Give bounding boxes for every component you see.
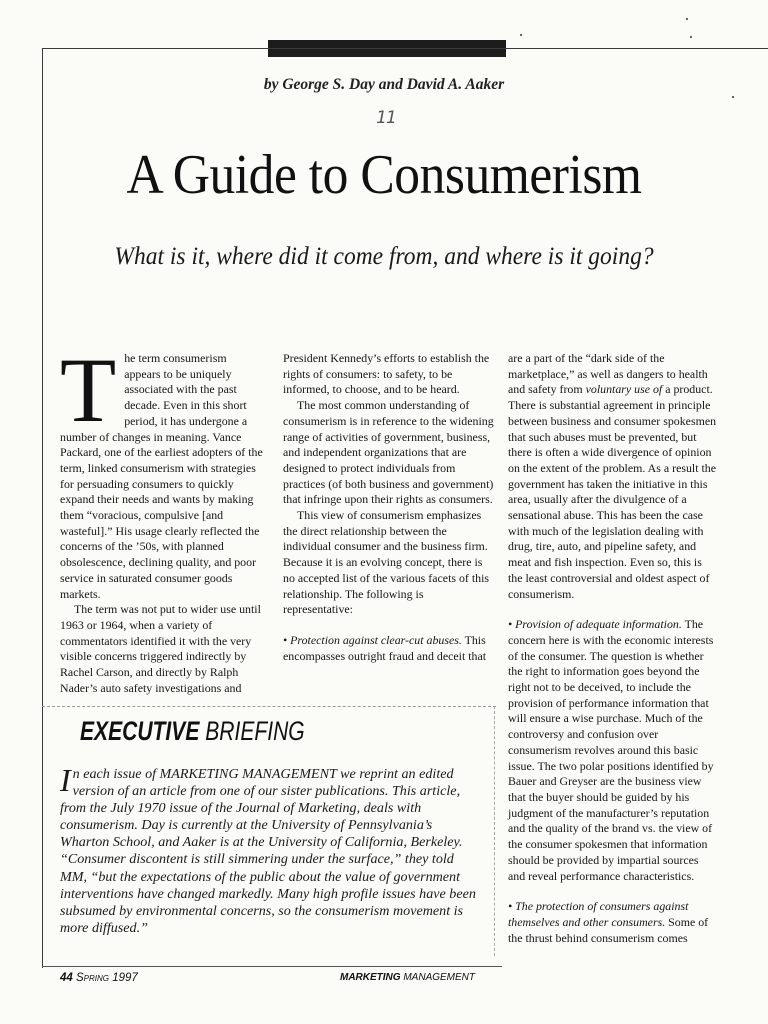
column-2 [283, 351, 494, 664]
paragraph [508, 351, 718, 602]
paragraph: he term consumerism appears to be uniquely associated with the past decade. Even in this short period, it has undergone a number of changes in meaning. Vance Packard, one of the earliest adopters of the term, linked consumerism with strategies for persuading consumers to quickly expand their needs and wants by making them “voracious, compulsive [and wasteful].” His usage clearly reflected the concerns of the ’50s, with planned obsolescence, declining quality, and poor service in saturated consumer goods markets. [60, 351, 263, 601]
briefing-initial: I [60, 762, 71, 798]
issue-season: Spring 1997 [76, 972, 138, 984]
column-1 [60, 339, 263, 696]
footer-rule [42, 966, 502, 967]
bullet-lead: • Protection against clear-cut abuses. [283, 632, 462, 647]
speck [686, 18, 688, 20]
briefing-right-rule [494, 706, 495, 956]
bullet-paragraph [508, 899, 718, 946]
magazine-name-bold: MARKETING [340, 972, 401, 983]
executive-briefing-heading [80, 716, 305, 747]
briefing-top-rule [42, 706, 496, 707]
page-number: 44 [60, 972, 73, 984]
speck [690, 36, 692, 38]
paragraph: This view of consumerism emphasizes the direct relationship between the individual consumer and the business firm. Because it is an evolving concept, there is no accepted list of the various facets of this relationship. The following is representative: [283, 508, 490, 617]
paragraph: The most common understanding of consumerism is in reference to the widening range of activities of government, business, and independent organizations that are designed to protect individuals from practices (of both business and government) that infringe upon their rights as consumers. [283, 398, 494, 507]
bullet-text: The concern here is with the economic interests of the consumer. The question is whether the right to information goes beyond the right not to be deceived, to include the provision of performance information that will ensure a wise purchase. Much of the controversy and confusion over consumerism revolves around this basic issue. The two polar positions identified by Bauer and Greyser are the business view that the buyer should be guided by his judgment of the manufacturer’s reputation and the quality of the brand vs. the view of the consumer spokesmen that information should be provided by impartial sources and reveal performance characteristics. [508, 617, 714, 883]
briefing-body: n each issue of MARKETING MANAGEMENT we reprint an edited version of an article from one of our sister publications. This article, from the July 1970 issue of the Journal of Marketing, deals with consumerism. Day is currently at the University of Pennsylvania’s Wharton School, and Aaker is at the University of California, Berkeley. “Consumer discontent is still simmering under the surface,” they told MM, “but the expectations of the public about the value of government interventions have changed markedly. Many high profile issues have been subsumed by environmental concerns, so the consumerism movement is more diffused.” [60, 766, 476, 936]
bullet-paragraph [508, 617, 718, 884]
emphasis-run: voluntary use of [585, 382, 663, 397]
handwritten-page-mark: 11 [376, 108, 396, 128]
bullet-text: This encompasses outright fraud and deceit that [283, 632, 487, 663]
bullet-lead: • The protection of consumers against themselves and other consumers. [508, 899, 689, 929]
drop-cap: T [60, 339, 117, 441]
byline: by George S. Day and David A. Aaker [263, 76, 505, 93]
bullet-lead: • Provision of adequate information. [508, 617, 682, 632]
paragraph: The term was not put to wider use until 1963 or 1964, when a variety of commentators identified it with the very visible concerns triggered indirectly by Rachel Carson, and directly by Ralph Nader’s auto safety investigations and [60, 602, 261, 695]
text-run: a product. There is substantial agreement in principle between business and consumer spokesmen that such abuses must be prevented, but there is often a wide divergence of opinion on the extent of the problem. As a result the government has taken the initiative in this area, usually after the divulgence of a sensational abuse. This has been the case with much of the legislation dealing with drug, tire, auto, and pipeline safety, and meat and fish inspection. Even so, this is the least controversial and oldest aspect of consumerism. [508, 382, 717, 601]
bullet-paragraph [283, 633, 494, 664]
executive-briefing-text [60, 762, 480, 937]
heading-bold: EXECUTIVE [80, 716, 200, 746]
article-subtitle: What is it, where did it come from, and where is it going? [114, 243, 654, 270]
speck [732, 96, 734, 98]
frame-top-rule [42, 48, 768, 49]
article-title: A Guide to Consumerism [126, 144, 642, 206]
speck [520, 34, 522, 36]
magazine-name-light: MANAGEMENT [400, 972, 476, 983]
paragraph: President Kennedy’s efforts to establish the rights of consumers: to safety, to be informed, to choose, and to be heard. [283, 351, 490, 397]
footer-page-info [60, 972, 138, 984]
column-3 [508, 351, 718, 946]
text-run: are a part of the “dark side of the marketplace,” as well as dangers to health and safety from [508, 351, 708, 397]
heading-light: BRIEFING [199, 716, 305, 746]
bullet-text: Some of the thrust behind consumerism comes [508, 914, 709, 945]
magazine-name [340, 972, 475, 983]
